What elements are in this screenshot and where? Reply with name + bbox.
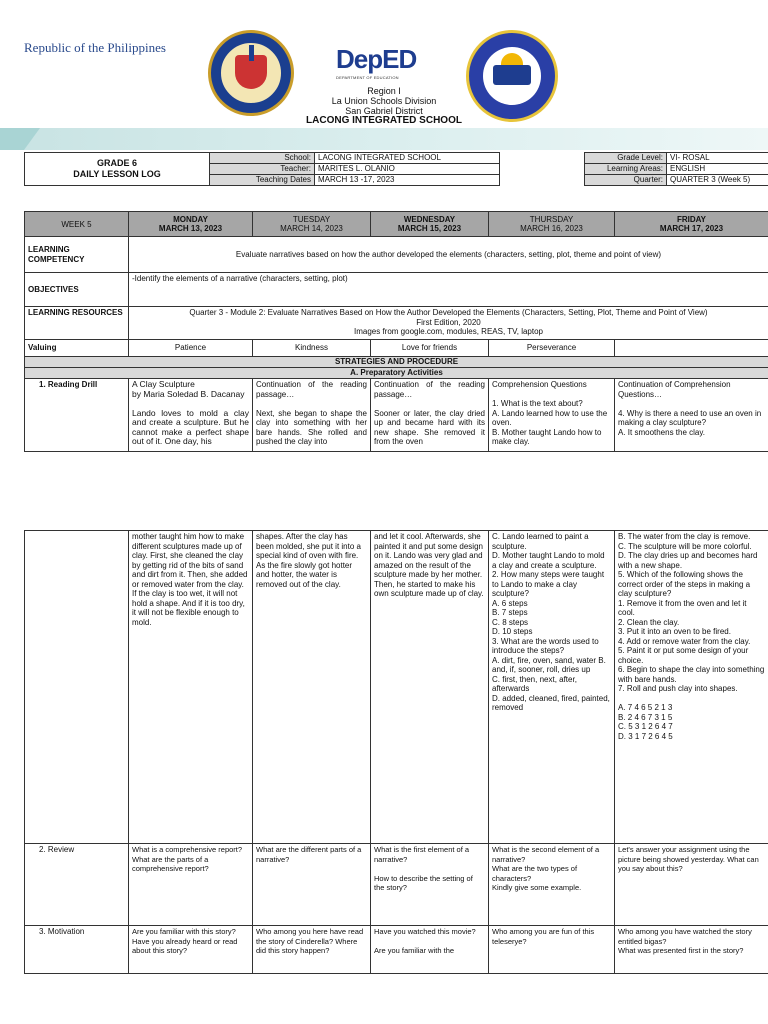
reading-cell: and let it cool. Afterwards, she painted it and put some design on it. Lando was very glad and amazed on the result of the sculpture made by her mother. Then, he started to make his own sculpture made up of clay.	[371, 531, 489, 844]
competency-text: Evaluate narratives based on how the author developed the elements (characters, setting, plot, theme and point of view)	[129, 237, 768, 273]
reading-cell: A Clay Sculpture by Maria Soledad B. Dacanay Lando loves to mold a clay and create a sculpture. But he cannot make a perfect shape out of it. One day, his	[129, 379, 253, 452]
log-title	[25, 153, 210, 186]
area-value: ENGLISH	[667, 164, 768, 175]
motivation-cell: Who among you here have read the story of Cinderella? Where did this story happen?	[253, 926, 371, 974]
deped-logo-subtitle: DEPARTMENT OF EDUCATION	[336, 75, 399, 80]
info-gap	[500, 164, 585, 175]
grade-value: VI- ROSAL	[667, 153, 768, 164]
review-cell: What is a comprehensive report? What are the parts of a comprehensive report?	[129, 844, 253, 926]
reading-cell: mother taught him how to make different sculptures made up of clay. First, she cleaned the clay by getting rid of the bits of sand and dirt from it. Then, she added or removed water from the clay. If the clay is too wet, it will not hold a shape. And if it is too dry, it will not be flexible enough to mold.	[129, 531, 253, 844]
page-two	[0, 530, 768, 1024]
teacher-label: Teacher:	[210, 164, 315, 175]
strategies-row	[25, 357, 768, 368]
reading-cell: Continuation of the reading passage… Sooner or later, the clay dried up and became hard with its new shape. She removed it from the oven	[371, 379, 489, 452]
resources-line: Quarter 3 - Module 2: Evaluate Narratives Based on How the Author Developed the Elements (Characters, Setting, Plot, Theme and Point of View)	[189, 308, 708, 317]
resources-row	[25, 307, 768, 340]
dates-label: Teaching Dates	[210, 175, 315, 186]
competency-row	[25, 237, 768, 273]
review-row	[25, 844, 768, 926]
school-name: LACONG INTEGRATED SCHOOL	[306, 115, 462, 126]
review-label: 2. Review	[25, 844, 129, 926]
reading-continued-row	[25, 531, 768, 844]
resources-line: Images from google.com, modules, REAS, TV, laptop	[354, 327, 543, 336]
objectives-label: OBJECTIVES	[25, 273, 129, 307]
district-text: San Gabriel District	[345, 106, 423, 116]
reading-cell: B. The water from the clay is remove. C. The sculpture will be more colorful. D. The clay dries up and becomes hard with a new shape. 5. Which of the following shows the correct order of the steps in making a clay sculpture? 1. Remove it from the oven and let it cool. 2. Clean the clay. 3. Put it into an oven to be fired. 4. Add or remove water from the clay. 5. Paint it or put some design of your choice. 6. Begin to shape the clay into something with bare hands. 7. Roll and push clay into shapes. A. 7 4 6 5 2 1 3 B. 2 4 6 7 3 1 5 C. 5 3 1 2 6 4 7 D. 3 1 7 2 6 4 5	[615, 531, 768, 844]
motivation-label: 3. Motivation	[25, 926, 129, 974]
valuing-cell	[615, 340, 768, 357]
area-label: Learning Areas:	[585, 164, 667, 175]
page-one	[0, 0, 768, 480]
deped-logo	[336, 44, 426, 84]
reading-cell: Continuation of Comprehension Questions… 4. Why is there a need to use an oven in making a clay sculpture? A. It smoothens the clay.	[615, 379, 768, 452]
day-header: WEDNESDAY MARCH 15, 2023	[371, 212, 489, 237]
lesson-log-continued	[24, 530, 768, 974]
review-cell: What is the first element of a narrative? How to describe the setting of the story?	[371, 844, 489, 926]
header-address	[270, 86, 498, 126]
resources-text	[129, 307, 768, 340]
resources-line: First Edition, 2020	[416, 317, 481, 327]
day-header-row	[25, 212, 768, 237]
header-banner	[0, 128, 768, 150]
info-gap	[500, 153, 585, 164]
resources-label: LEARNING RESOURCES	[25, 307, 129, 340]
reading-cell: C. Lando learned to paint a sculpture. D. Mother taught Lando to mold a clay and create a sculpture. 2. How many steps were taught to Lando to make a clay sculpture? A. 6 steps B. 7 steps C. 8 steps D. 10 steps 3. What are the words used to introduce the steps? A. dirt, fire, oven, sand, water B. and, if, sooner, roll, dries up C. first, then, next, after, afterwards D. added, cleaned, fired, painted, removed	[489, 531, 615, 844]
strategies-heading: STRATEGIES AND PROCEDURE	[25, 357, 768, 368]
reading-drill-label: 1. Reading Drill	[25, 379, 129, 452]
valuing-row	[25, 340, 768, 357]
republic-heading: Republic of the Philippines	[24, 40, 166, 55]
competency-label: LEARNING COMPETENCY	[25, 237, 129, 273]
school-label: School:	[210, 153, 315, 164]
day-header: FRIDAY MARCH 17, 2023	[615, 212, 768, 237]
preparatory-row	[25, 368, 768, 379]
school-value: LACONG INTEGRATED SCHOOL	[315, 153, 500, 164]
motivation-cell: Have you watched this movie? Are you familiar with the	[371, 926, 489, 974]
grade-label: Grade Level:	[585, 153, 667, 164]
dates-value: MARCH 13 -17, 2023	[315, 175, 500, 186]
objectives-row	[25, 273, 768, 307]
lesson-log-table	[24, 211, 768, 452]
division-text: La Union Schools Division	[331, 96, 437, 106]
deped-logo-text: DepED	[336, 44, 417, 74]
valuing-cell: Perseverance	[489, 340, 615, 357]
reading-cell: shapes. After the clay has been molded, she put it into a special kind of oven with fire. As the fire slowly got hotter and hotter, the water is removed out of the clay.	[253, 531, 371, 844]
valuing-cell: Love for friends	[371, 340, 489, 357]
motivation-cell: Who among you are fun of this teleserye?	[489, 926, 615, 974]
review-cell: Let's answer your assignment using the picture being showed yesterday. What can you say about this?	[615, 844, 768, 926]
objectives-text: -Identify the elements of a narrative (characters, setting, plot)	[129, 273, 768, 307]
motivation-cell: Are you familiar with this story? Have you already heard or read about this story?	[129, 926, 253, 974]
reading-drill-row	[25, 379, 768, 452]
motivation-row	[25, 926, 768, 974]
day-header: MONDAY MARCH 13, 2023	[129, 212, 253, 237]
quarter-value: QUARTER 3 (Week 5)	[667, 175, 768, 186]
day-header: TUESDAY MARCH 14, 2023	[253, 212, 371, 237]
quarter-label: Quarter:	[585, 175, 667, 186]
day-header: THURSDAY MARCH 16, 2023	[489, 212, 615, 237]
motivation-cell: Who among you have watched the story entitled bigas? What was presented first in the story?	[615, 926, 768, 974]
reading-cell: Continuation of the reading passage… Next, she began to shape the clay into something with her bare hands. She rolled and pushed the clay into	[253, 379, 371, 452]
valuing-label: Valuing	[25, 340, 129, 357]
info-gap	[500, 175, 585, 186]
week-label: WEEK 5	[25, 212, 129, 237]
valuing-cell: Patience	[129, 340, 253, 357]
review-cell: What is the second element of a narrative? What are the two types of characters? Kindly give some example.	[489, 844, 615, 926]
teacher-value: MARITES L. OLANIO	[315, 164, 500, 175]
info-table	[24, 152, 768, 186]
grade-title: GRADE 6	[96, 158, 137, 168]
preparatory-heading: A. Preparatory Activities	[25, 368, 768, 379]
review-cell: What are the different parts of a narrative?	[253, 844, 371, 926]
region-text: Region I	[367, 86, 401, 96]
reading-cell: Comprehension Questions 1. What is the text about? A. Lando learned how to use the oven. B. Mother taught Lando how to make clay.	[489, 379, 615, 452]
empty-label-cell	[25, 531, 129, 844]
dll-title: DAILY LESSON LOG	[73, 169, 161, 179]
valuing-cell: Kindness	[253, 340, 371, 357]
